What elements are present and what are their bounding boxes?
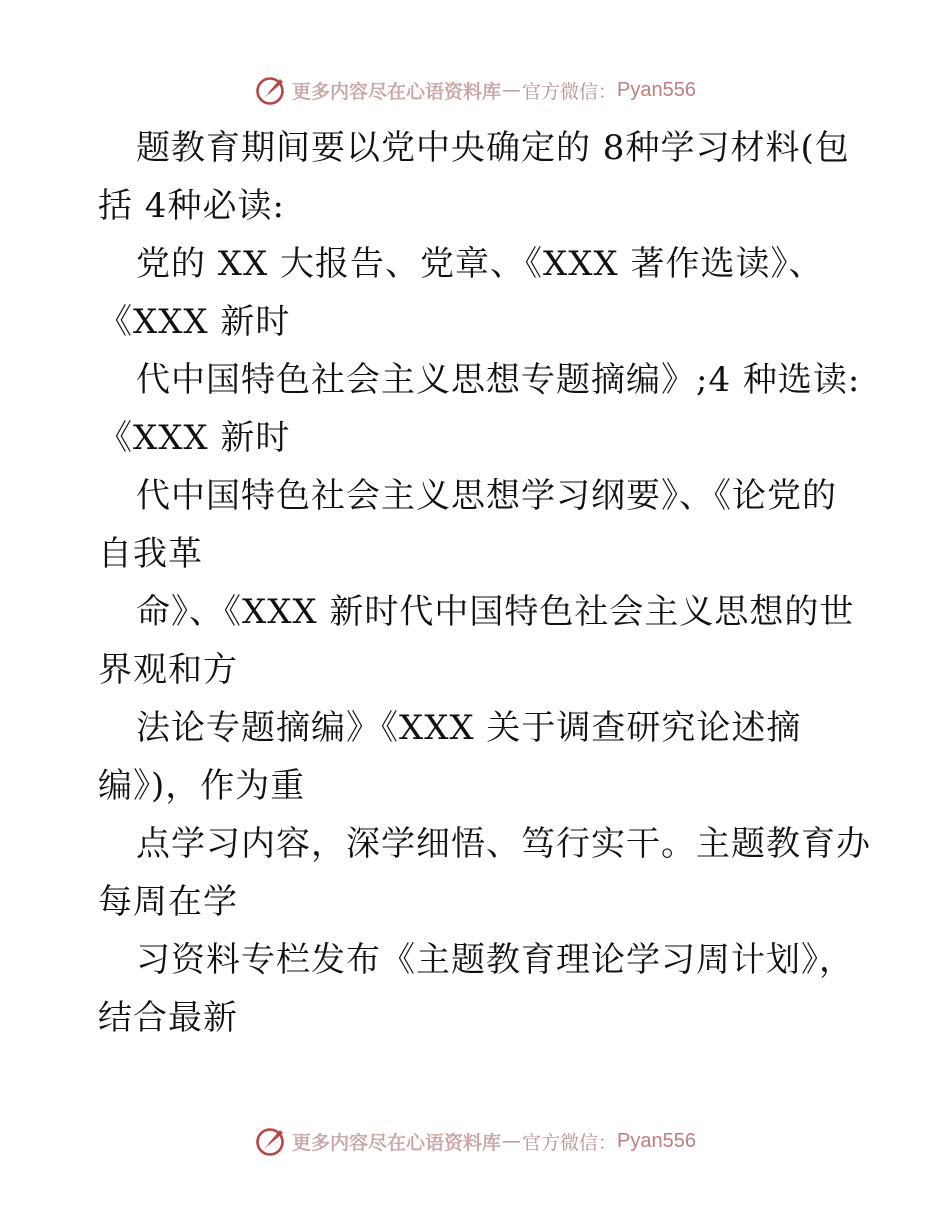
watermark-official-label: 官方微信： — [522, 1131, 618, 1154]
watermark-wechat-id: Pyan556 — [617, 1129, 696, 1152]
body-line: 《XXX 新时 — [98, 302, 291, 342]
body-line: 党的 XX 大报告、党章、《XXX 著作选读》、 — [136, 244, 824, 284]
body-line: 代中国特色社会主义思想专题摘编》;4 种选读: — [136, 360, 861, 400]
body-line: 界观和方 — [98, 650, 238, 690]
body-line: 《XXX 新时 — [98, 418, 291, 458]
body-line: 自我革 — [98, 534, 203, 574]
header-watermark — [0, 70, 950, 110]
body-line: 编》)，作为重 — [98, 766, 306, 806]
body-line: 命》、《XXX 新时代中国特色社会主义思想的世 — [136, 592, 855, 632]
body-line: 结合最新 — [98, 998, 238, 1038]
body-line: 代中国特色社会主义思想学习纲要》、《论党的 — [136, 476, 837, 516]
body-line: 法论专题摘编》《XXX 关于调查研究论述摘 — [136, 708, 802, 748]
watermark-official-label: 官方微信： — [522, 80, 618, 103]
quill-logo-icon — [254, 1124, 288, 1158]
body-line: 点学习内容，深学细悟、笃行实干。主题教育办 — [136, 824, 871, 864]
footer-watermark — [0, 1121, 950, 1161]
body-line: 习资料专栏发布《主题教育理论学习周计划》， — [136, 940, 854, 980]
watermark-brand: 更多内容尽在心语资料库 — [292, 80, 502, 103]
watermark-separator: — — [502, 79, 522, 101]
watermark-separator: — — [502, 1130, 522, 1152]
body-line: 题教育期间要以党中央确定的 8种学习材料(包 — [136, 128, 850, 168]
body-line: 每周在学 — [98, 882, 238, 922]
watermark-brand: 更多内容尽在心语资料库 — [292, 1131, 502, 1154]
quill-logo-icon — [254, 73, 288, 107]
watermark-wechat-id: Pyan556 — [617, 78, 696, 101]
body-line: 括 4种必读: — [98, 186, 285, 226]
